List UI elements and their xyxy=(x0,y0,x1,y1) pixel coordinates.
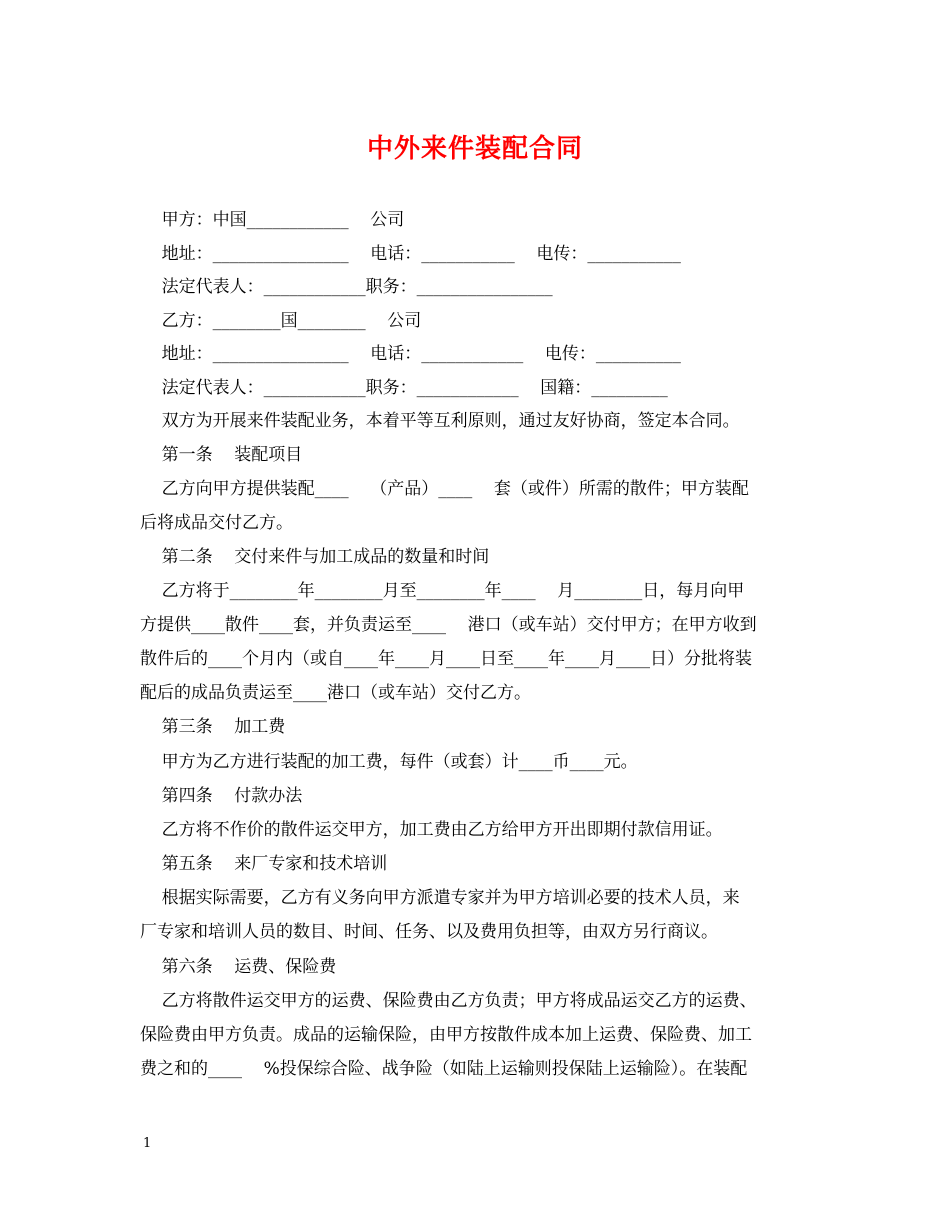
text-line: 法定代表人：____________职务：____________ 国籍：_________ xyxy=(140,378,668,398)
text-line: 配后的成品负责运至____港口（或车站）交付乙方。 xyxy=(140,683,531,703)
text-line: 保险费由甲方负责。成品的运输保险，由甲方按散件成本加上运费、保险费、加工 xyxy=(140,1025,752,1045)
text-line: 乙方向甲方提供装配____ （产品）____ 套（或件）所需的散件；甲方装配 xyxy=(140,479,749,499)
text-line: 双方为开展来件装配业务，本着平等互利原则，通过友好协商，签定本合同。 xyxy=(140,411,740,431)
article-heading: 第三条 加工费 xyxy=(140,717,286,737)
article-heading: 第二条 交付来件与加工成品的数量和时间 xyxy=(140,547,490,567)
text-line: 地址：________________ 电话：____________ 电传：__________ xyxy=(140,344,681,364)
article-heading: 第四条 付款办法 xyxy=(140,786,303,806)
article-heading: 第一条 装配项目 xyxy=(140,445,303,465)
text-line: 地址：________________ 电话：___________ 电传：___________ xyxy=(140,244,681,264)
article-heading: 第六条 运费、保险费 xyxy=(140,957,337,977)
text-line: 乙方将于________年________月至________年____ 月________日，每月向甲 xyxy=(140,581,745,601)
text-line: 散件后的____个月内（或自____年____月____日至____年____月____日）分批将装 xyxy=(140,649,752,669)
text-line: 乙方将散件运交甲方的运费、保险费由乙方负责；甲方将成品运交乙方的运费、 xyxy=(140,991,757,1011)
text-line: 甲方：中国____________ 公司 xyxy=(140,210,405,230)
text-line: 费之和的____ %投保综合险、战争险（如陆上运输则投保陆上运输险）。在装配 xyxy=(140,1059,748,1079)
text-line: 甲方为乙方进行装配的加工费，每件（或套）计____币____元。 xyxy=(140,752,638,772)
page-number: 1 xyxy=(143,1136,152,1151)
text-line: 乙方：________国________ 公司 xyxy=(140,311,422,331)
contract-title: 中外来件装配合同 xyxy=(366,134,583,164)
text-line: 厂专家和培训人员的数目、时间、任务、以及费用负担等，由双方另行商议。 xyxy=(140,922,718,942)
text-line: 根据实际需要，乙方有义务向甲方派遣专家并为甲方培训必要的技术人员，来 xyxy=(140,888,740,908)
text-line: 方提供____散件____套，并负责运至____ 港口（或车站）交付甲方；在甲方收到 xyxy=(140,615,757,635)
article-heading: 第五条 来厂专家和技术培训 xyxy=(140,854,388,874)
text-line: 法定代表人：____________职务：________________ xyxy=(140,277,553,297)
text-line: 乙方将不作价的散件运交甲方，加工费由乙方给甲方开出即期付款信用证。 xyxy=(140,820,723,840)
text-line: 后将成品交付乙方。 xyxy=(140,513,293,533)
